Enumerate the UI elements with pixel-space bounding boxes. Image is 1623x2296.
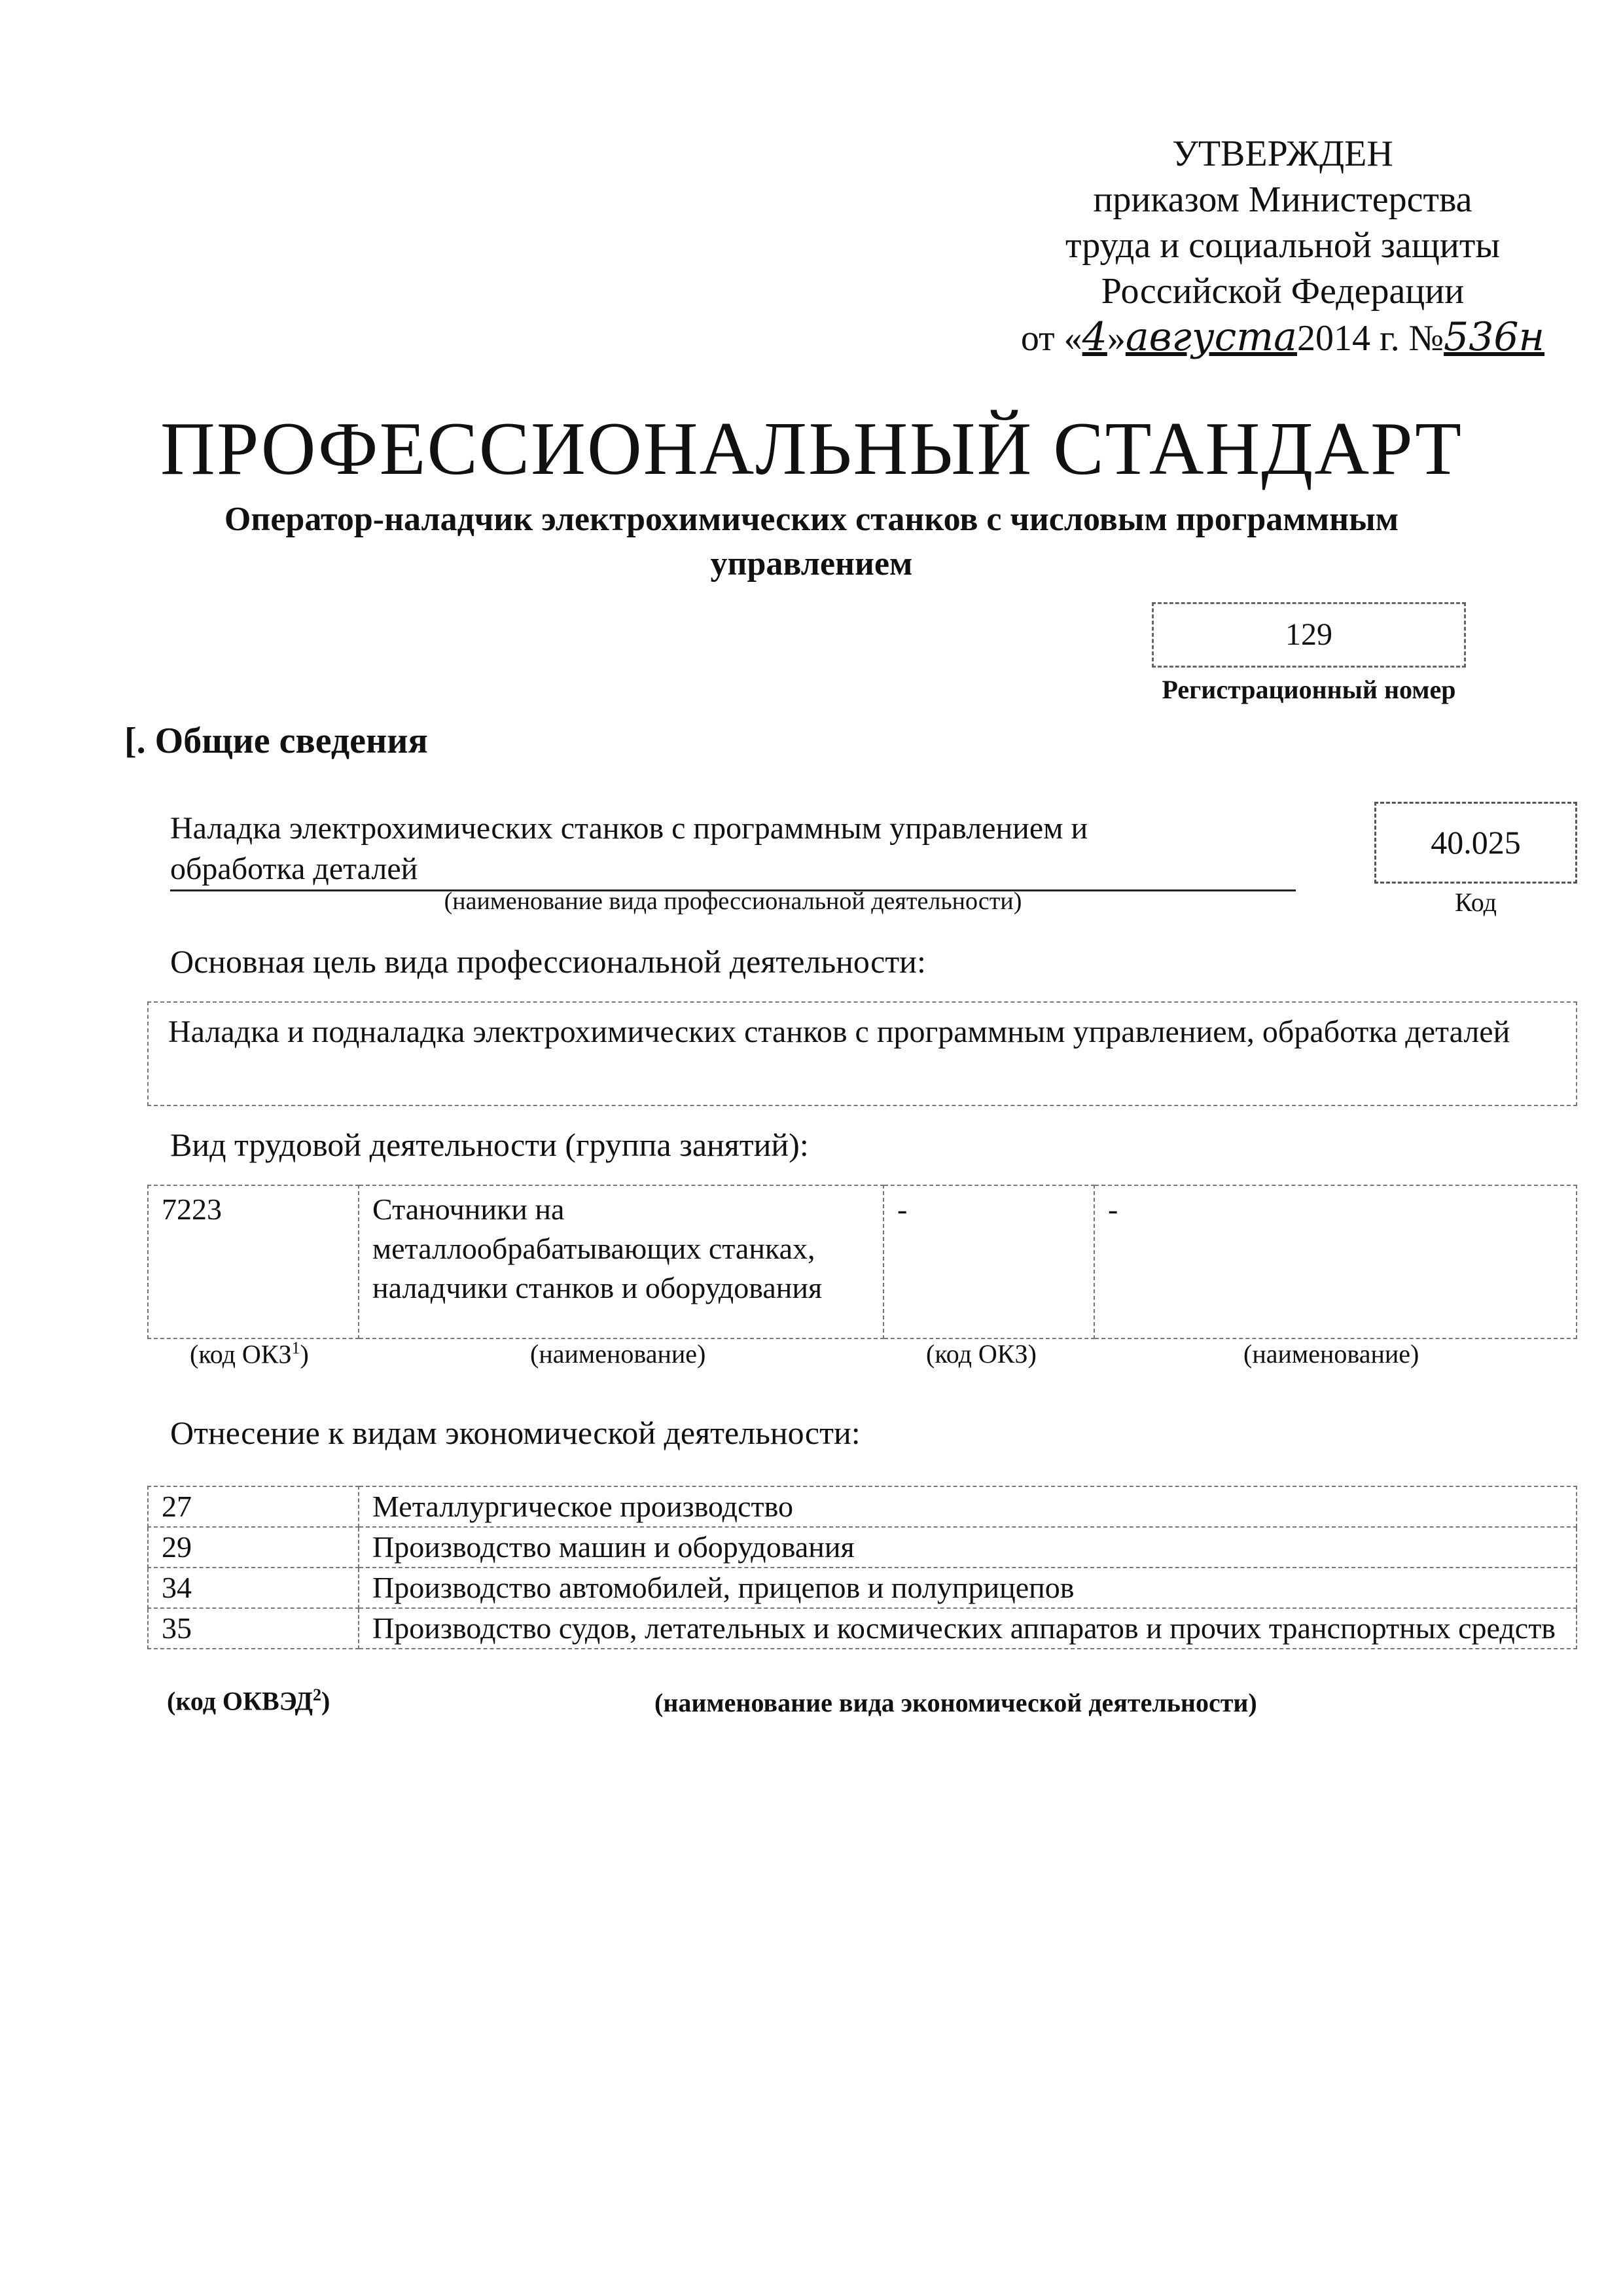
okz-name-caption-2: (наименование) <box>1243 1339 1419 1369</box>
table-row <box>148 1527 1577 1568</box>
okved-name-cell: Производство судов, летательных и космических аппаратов и прочих транспортных средств <box>359 1608 1577 1649</box>
table-row <box>148 1568 1577 1608</box>
okved-code-cell: 27 <box>148 1486 359 1527</box>
section-heading <box>124 720 428 762</box>
table-row <box>148 1185 1577 1338</box>
approval-date-line <box>955 314 1610 361</box>
goal-text: Наладка и подналадка электрохимических станков с программным управлением, обработка деталей <box>147 1001 1577 1106</box>
okved-code-cell: 35 <box>148 1608 359 1649</box>
economic-activity-label: Отнесение к видам экономической деятельности: <box>170 1414 861 1451</box>
okz-name-caption: (наименование) <box>530 1339 706 1369</box>
approval-line: приказом Министерства <box>1093 179 1472 220</box>
okved-code-cell: 34 <box>148 1568 359 1608</box>
registration-number-box: 129 <box>1152 602 1466 668</box>
section-marker: [. <box>124 721 146 761</box>
caption-text: (код ОКЗ <box>190 1339 292 1369</box>
activity-code-caption: Код <box>1455 888 1497 917</box>
footnote-mark: 2 <box>313 1685 322 1704</box>
approval-line: труда и социальной защиты <box>1065 225 1500 266</box>
activity-name <box>170 808 1296 891</box>
table-row <box>148 1486 1577 1527</box>
section-title: Общие сведения <box>154 721 428 761</box>
document-title: ПРОФЕССИОНАЛЬНЫЙ СТАНДАРТ <box>160 407 1463 491</box>
date-year: 2014 г. № <box>1296 318 1444 359</box>
date-prefix: от « <box>1020 318 1082 359</box>
okved-code-caption <box>167 1685 330 1716</box>
activity-name-line: обработка деталей <box>170 852 418 886</box>
caption-text: ) <box>321 1686 330 1716</box>
subtitle-line: Оператор-наладчик электрохимических станков с числовым программным <box>224 501 1399 538</box>
caption-text: (код ОКВЭД <box>167 1686 313 1716</box>
activity-name-line: Наладка электрохимических станков с программным управлением и <box>170 811 1088 846</box>
order-number: 536н <box>1444 314 1545 360</box>
goal-label: Основная цель вида профессиональной деятельности: <box>170 943 926 980</box>
okved-name-cell: Производство машин и оборудования <box>359 1527 1577 1568</box>
footnote-mark: 1 <box>291 1338 300 1357</box>
okved-name-cell: Металлургическое производство <box>359 1486 1577 1527</box>
okz-code-cell: 7223 <box>148 1185 359 1338</box>
economic-activity-table <box>147 1486 1577 1649</box>
okz-code-caption-2: (код ОКЗ) <box>926 1339 1037 1369</box>
date-mid: » <box>1107 318 1126 359</box>
date-month: августа <box>1125 314 1297 360</box>
approval-line: Российской Федерации <box>1101 271 1465 312</box>
approval-block <box>955 131 1610 361</box>
table-row <box>148 1608 1577 1649</box>
okved-name-cell: Производство автомобилей, прицепов и полуприцепов <box>359 1568 1577 1608</box>
okved-code-cell: 29 <box>148 1527 359 1568</box>
activity-name-caption: (наименование вида профессиональной деятельности) <box>444 888 1022 915</box>
caption-text: ) <box>300 1339 309 1369</box>
date-day: 4 <box>1082 314 1107 360</box>
approval-heading: УТВЕРЖДЕН <box>1172 134 1393 174</box>
okz-name-cell-2: - <box>1094 1185 1577 1338</box>
occupation-group-label: Вид трудовой деятельности (группа занятий): <box>170 1126 809 1163</box>
okz-code-caption <box>190 1338 309 1369</box>
activity-code-box: 40.025 <box>1374 802 1577 884</box>
okved-name-caption: (наименование вида экономической деятельности) <box>654 1688 1257 1717</box>
registration-caption: Регистрационный номер <box>1162 675 1456 704</box>
occupation-group-table <box>147 1185 1577 1339</box>
okz-code-cell-2: - <box>883 1185 1094 1338</box>
okz-name-cell: Станочники на металлообрабатывающих станках, наладчики станков и оборудования <box>359 1185 883 1338</box>
subtitle-line: управлением <box>710 545 913 583</box>
document-subtitle <box>131 497 1492 586</box>
